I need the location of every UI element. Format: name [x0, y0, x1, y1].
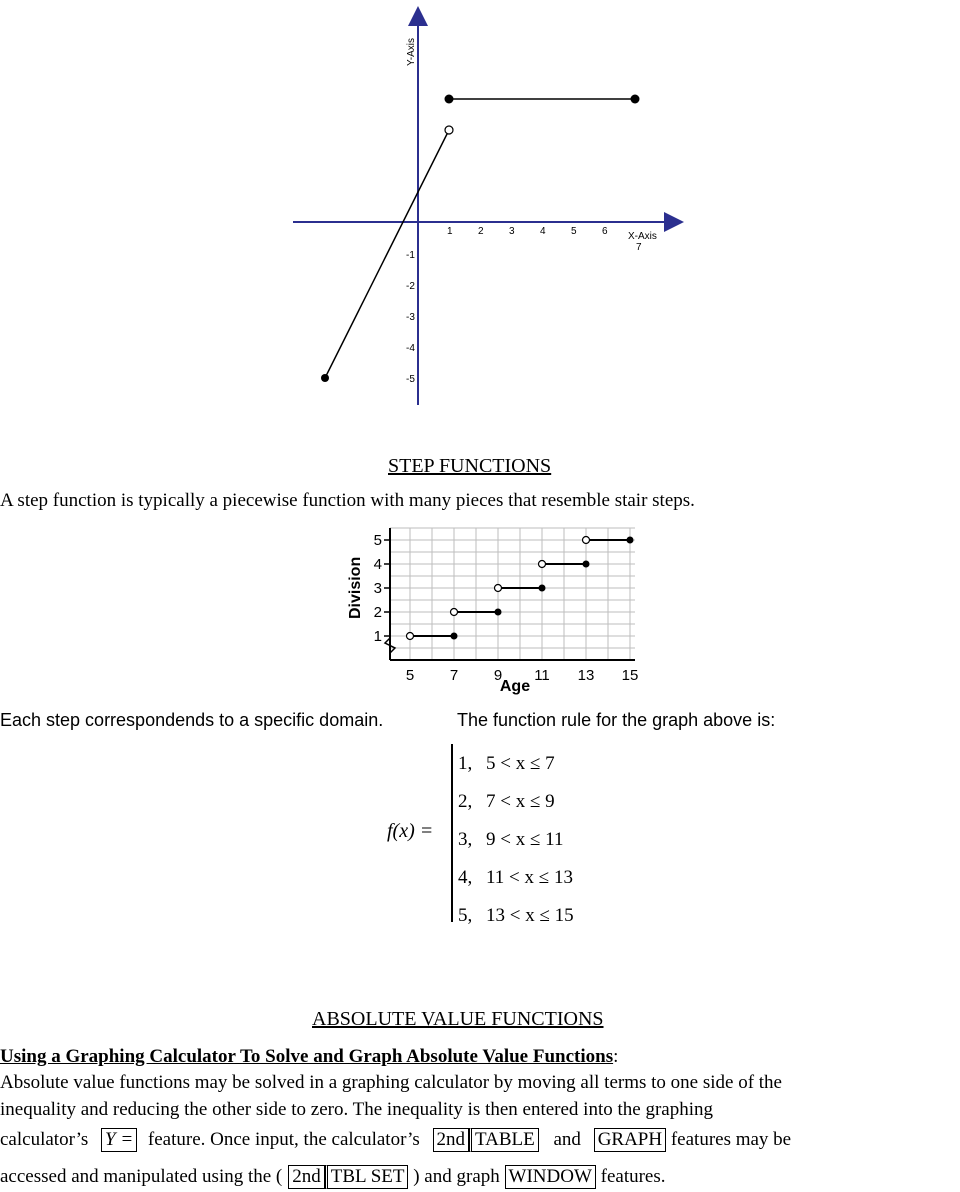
- closed-point: [451, 633, 458, 640]
- calculator-subheading: Using a Graphing Calculator To Solve and Graph Absolute Value Functions:: [0, 1046, 619, 1067]
- open-point: [407, 633, 414, 640]
- step-functions-heading: STEP FUNCTIONS: [388, 455, 552, 477]
- x-tick: 2: [478, 226, 484, 237]
- closed-endpoint: [321, 374, 329, 382]
- x-tick-label: 5: [405, 667, 415, 684]
- x-tick: 4: [540, 226, 546, 237]
- y-tick-label: 4: [373, 556, 382, 573]
- paragraph-line-3: calculator’s Y = feature. Once input, the calculator’s 2nd TABLE and GRAPH features may be: [0, 1129, 792, 1150]
- open-point: [583, 537, 590, 544]
- key-2nd-b: 2nd: [288, 1165, 325, 1189]
- chart-ylabel: Division: [347, 556, 364, 619]
- x-tick: 7: [636, 242, 642, 253]
- open-point: [495, 585, 502, 592]
- chart-grid: [390, 528, 635, 660]
- paragraph-line-2: inequality and reducing the other side to zero. The inequality is then entered into the graphing: [0, 1099, 713, 1120]
- x-tick-label: 13: [577, 667, 595, 684]
- piecewise-bracket: [451, 744, 453, 922]
- step-functions-intro: A step function is typically a piecewise function with many pieces that resemble stair steps.: [0, 490, 695, 511]
- y-tick: -3: [406, 312, 415, 323]
- closed-endpoint: [631, 95, 640, 104]
- coordinate-graph: [0, 0, 960, 420]
- key-window: WINDOW: [505, 1165, 596, 1189]
- paragraph-line-1: Absolute value functions may be solved in a graphing calculator by moving all terms to one side of the: [0, 1072, 782, 1093]
- closed-point: [627, 537, 634, 544]
- piecewise-cases: [458, 745, 574, 935]
- closed-point: [583, 561, 590, 568]
- step-function-chart: [330, 520, 640, 700]
- y-tick-label: 1: [373, 628, 382, 645]
- closed-endpoint: [445, 95, 454, 104]
- y-tick: -2: [406, 281, 415, 292]
- x-tick-label: 9: [493, 667, 503, 684]
- piecewise-lhs: f(x) =: [387, 820, 434, 842]
- slanted-segment: [325, 130, 449, 378]
- chart-xlabel: Age: [499, 678, 531, 695]
- absolute-value-heading: ABSOLUTE VALUE FUNCTIONS: [312, 1008, 604, 1030]
- open-endpoint: [445, 126, 453, 134]
- closed-point: [495, 609, 502, 616]
- y-axis-label: Y-Axis: [406, 38, 417, 66]
- y-tick-label: 5: [373, 532, 382, 549]
- case-row: 2, 7 < x ≤ 9: [458, 791, 555, 812]
- y-tick-label: 2: [373, 604, 382, 621]
- x-tick: 5: [571, 226, 577, 237]
- domain-sentence: Each step correspondends to a specific domain.: [0, 710, 384, 730]
- x-tick-label: 11: [534, 667, 550, 684]
- paragraph-line-4: accessed and manipulated using the ( 2nd TBL SET ) and graph WINDOW features.: [0, 1166, 666, 1187]
- x-axis-label: X-Axis: [628, 231, 657, 242]
- case-row: 5, 13 < x ≤ 15: [458, 905, 574, 926]
- key-table: TABLE: [469, 1128, 539, 1152]
- key-2nd: 2nd: [433, 1128, 470, 1152]
- y-tick-label: 3: [373, 580, 382, 597]
- x-tick: 3: [509, 226, 515, 237]
- y-tick: -5: [406, 374, 415, 385]
- case-row: 4, 11 < x ≤ 13: [458, 867, 573, 888]
- x-tick-label: 15: [621, 667, 639, 684]
- case-row: 1, 5 < x ≤ 7: [458, 753, 555, 774]
- closed-point: [539, 585, 546, 592]
- x-tick-label: 7: [449, 667, 459, 684]
- x-tick: 1: [447, 226, 453, 237]
- key-tbl-set: TBL SET: [325, 1165, 409, 1189]
- key-y-equals: Y =: [101, 1128, 137, 1152]
- rule-sentence: The function rule for the graph above is:: [457, 710, 776, 730]
- x-tick: 6: [602, 226, 608, 237]
- y-tick: -1: [406, 250, 415, 261]
- case-row: 3, 9 < x ≤ 11: [458, 829, 564, 850]
- open-point: [451, 609, 458, 616]
- key-graph: GRAPH: [594, 1128, 666, 1152]
- open-point: [539, 561, 546, 568]
- y-tick: -4: [406, 343, 415, 354]
